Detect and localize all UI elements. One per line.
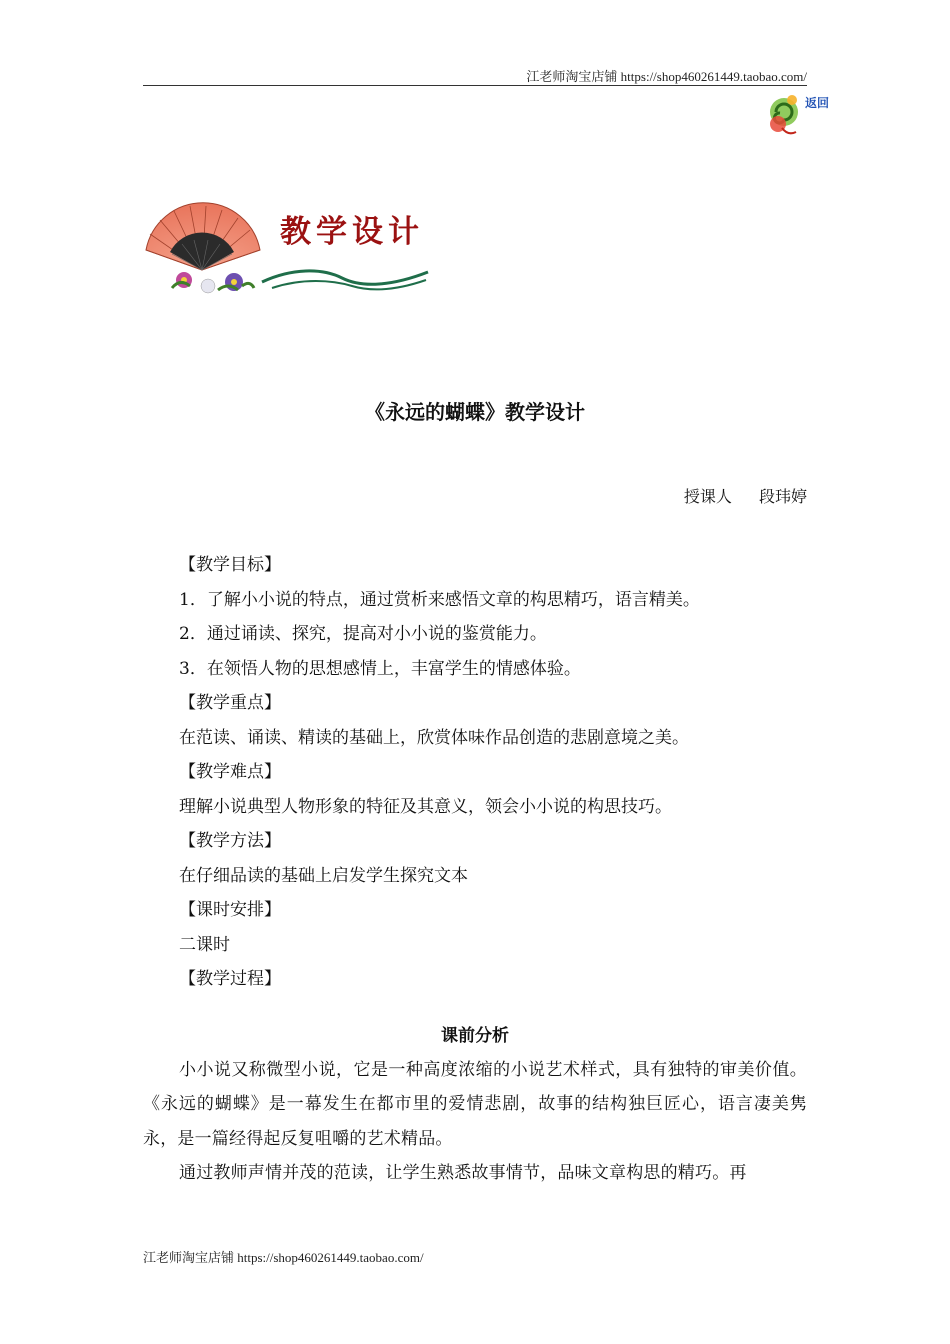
heading-schedule: 【课时安排】 [179,900,281,920]
objective-item: 3．在领悟人物的思想感情上，丰富学生的情感体验。 [179,658,581,679]
paragraph: 通过教师声情并茂的范读，让学生熟悉故事情节，品味文章构思的精巧。再 [179,1163,747,1183]
methods-text: 在仔细品读的基础上启发学生探究文本 [179,865,468,886]
author-label: 授课人 [683,487,732,506]
key-points-text: 在范读、诵读、精读的基础上，欣赏体味作品创造的悲剧意境之美。 [179,727,689,748]
document-body [143,548,807,1191]
schedule-text: 二课时 [179,934,230,955]
heading-difficulties: 【教学难点】 [179,762,281,782]
return-label: 返回 [805,96,830,110]
heading-process: 【教学过程】 [179,969,281,989]
spiral-logo-icon [762,84,842,140]
return-button[interactable] [762,84,842,140]
banner-title: 教学设计 [280,214,424,250]
header-shop-text: 江老师淘宝店铺 https://shop460261449.taobao.com/ [526,69,807,84]
paragraph: 小小说又称微型小说，它是一种高度浓缩的小说艺术样式，具有独特的审美价值。《永远的蝴蝶》是一幕发生在都市里的爱情悲剧，故事的结构独巨匠心，语言凄美隽永，是一篇经得起反复咀嚼的艺术精品。 [143,1059,807,1149]
author-name: 段玮婷 [758,487,807,506]
document-title: 《永远的蝴蝶》教学设计 [365,400,585,424]
objective-item: 1．了解小小说的特点，通过赏析来感悟文章的构思精巧，语言精美。 [179,589,700,610]
section-title: 课前分析 [441,1025,509,1046]
heading-objectives: 【教学目标】 [179,555,281,575]
objective-item: 2．通过诵读、探究，提高对小小说的鉴赏能力。 [179,624,547,644]
heading-methods: 【教学方法】 [179,831,281,851]
difficulties-text: 理解小说典型人物形象的特征及其意义，领会小小说的构思技巧。 [179,796,672,817]
heading-key-points: 【教学重点】 [179,693,281,713]
footer-shop-text: 江老师淘宝店铺 https://shop460261449.taobao.com/ [143,1250,424,1265]
header-divider [143,85,807,86]
author-line [684,484,807,507]
